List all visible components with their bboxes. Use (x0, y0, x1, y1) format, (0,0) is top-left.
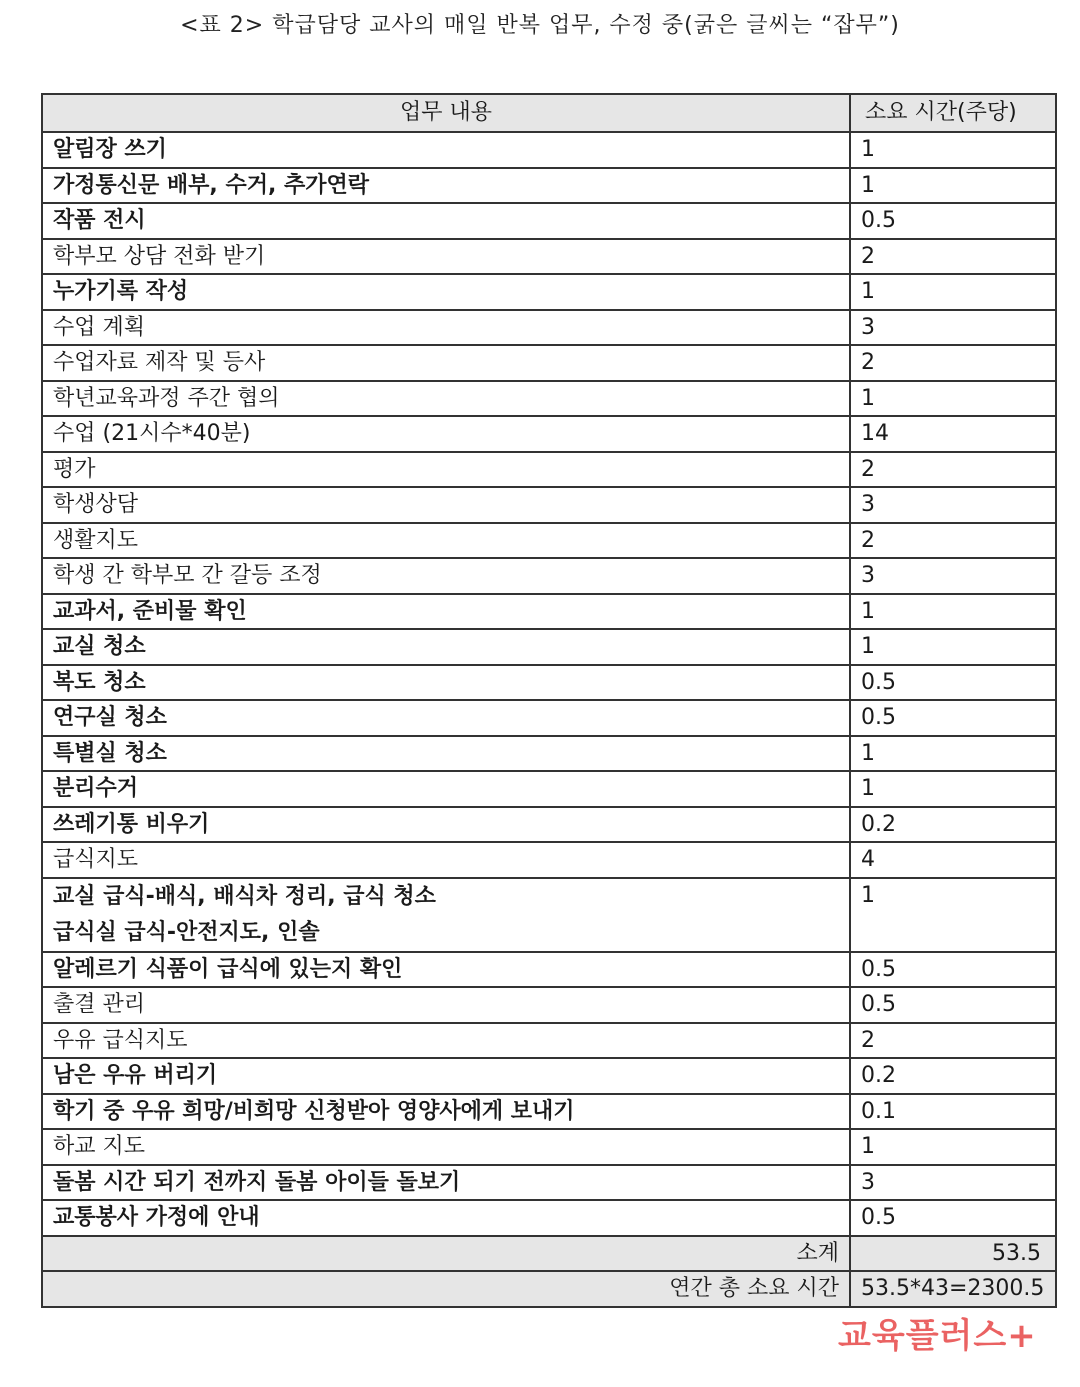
header-row (42, 94, 1056, 132)
task-cell: 학부모 상담 전화 받기 (42, 239, 850, 275)
task-cell: 복도 청소 (42, 665, 850, 701)
time-cell: 1 (850, 168, 1056, 204)
time-cell: 0.5 (850, 1200, 1056, 1236)
time-cell: 3 (850, 487, 1056, 523)
task-cell: 가정통신문 배부, 수거, 추가연락 (42, 168, 850, 204)
task-cell: 누가기록 작성 (42, 274, 850, 310)
subtotal-label: 소계 (42, 1236, 850, 1272)
task-cell: 급식지도 (42, 842, 850, 878)
time-cell: 0.5 (850, 700, 1056, 736)
time-cell: 2 (850, 452, 1056, 488)
time-cell: 1 (850, 771, 1056, 807)
task-cell: 학기 중 우유 희망/비희망 신청받아 영양사에게 보내기 (42, 1094, 850, 1130)
time-cell: 1 (850, 878, 1056, 952)
subtotal-value: 53.5 (850, 1236, 1056, 1272)
task-cell: 하교 지도 (42, 1129, 850, 1165)
task-cell: 작품 전시 (42, 203, 850, 239)
time-cell: 2 (850, 239, 1056, 275)
time-cell: 3 (850, 310, 1056, 346)
table-row (42, 558, 1056, 594)
table-row (42, 629, 1056, 665)
time-cell: 0.5 (850, 987, 1056, 1023)
task-line-1: 교실 급식-배식, 배식차 정리, 급식 청소 (53, 883, 436, 909)
table-row (42, 132, 1056, 168)
task-cell: 알레르기 식품이 급식에 있는지 확인 (42, 952, 850, 988)
time-cell: 0.5 (850, 665, 1056, 701)
task-cell: 특별실 청소 (42, 736, 850, 772)
header-time: 소요 시간(주당) (850, 94, 1056, 132)
annual-label: 연간 총 소요 시간 (42, 1271, 850, 1307)
table-caption: <표 2> 학급담당 교사의 매일 반복 업무, 수정 중(굵은 글씨는 “잡무”) (180, 13, 900, 38)
task-cell: 생활지도 (42, 523, 850, 559)
task-cell: 학생상담 (42, 487, 850, 523)
table-row (42, 842, 1056, 878)
table-row (42, 594, 1056, 630)
task-cell: 쓰레기통 비우기 (42, 807, 850, 843)
task-cell: 교과서, 준비물 확인 (42, 594, 850, 630)
time-cell: 2 (850, 1023, 1056, 1059)
time-cell: 14 (850, 416, 1056, 452)
task-cell: 남은 우유 버리기 (42, 1058, 850, 1094)
table-row (42, 274, 1056, 310)
task-table (41, 93, 1057, 1308)
time-cell: 0.1 (850, 1094, 1056, 1130)
time-cell: 1 (850, 274, 1056, 310)
time-cell: 3 (850, 1165, 1056, 1201)
time-cell: 0.2 (850, 1058, 1056, 1094)
time-cell: 1 (850, 381, 1056, 417)
time-cell: 1 (850, 629, 1056, 665)
time-cell: 4 (850, 842, 1056, 878)
table-row (42, 523, 1056, 559)
task-cell: 우유 급식지도 (42, 1023, 850, 1059)
table-row (42, 168, 1056, 204)
table-row (42, 487, 1056, 523)
task-cell: 돌봄 시간 되기 전까지 돌봄 아이들 돌보기 (42, 1165, 850, 1201)
task-cell: 분리수거 (42, 771, 850, 807)
table-row (42, 1094, 1056, 1130)
task-line-2: 급식실 급식-안전지도, 인솔 (53, 919, 320, 945)
time-cell: 0.2 (850, 807, 1056, 843)
task-body (42, 132, 1056, 1236)
table-row (42, 381, 1056, 417)
time-cell: 2 (850, 345, 1056, 381)
table-row (42, 1058, 1056, 1094)
table-row (42, 310, 1056, 346)
task-cell: 수업 계획 (42, 310, 850, 346)
time-cell: 0.5 (850, 203, 1056, 239)
annual-row (42, 1271, 1056, 1307)
task-cell: 교통봉사 가정에 안내 (42, 1200, 850, 1236)
table-row (42, 736, 1056, 772)
table-row (42, 1165, 1056, 1201)
task-cell: 연구실 청소 (42, 700, 850, 736)
table-row (42, 1023, 1056, 1059)
table-row (42, 987, 1056, 1023)
task-cell: 수업자료 제작 및 등사 (42, 345, 850, 381)
table-row (42, 771, 1056, 807)
task-cell: 학생 간 학부모 간 갈등 조정 (42, 558, 850, 594)
annual-value: 53.5*43=2300.5 (850, 1271, 1056, 1307)
time-cell: 1 (850, 594, 1056, 630)
task-cell (42, 878, 850, 952)
task-cell: 평가 (42, 452, 850, 488)
table-row (42, 952, 1056, 988)
table-row (42, 452, 1056, 488)
task-cell: 교실 청소 (42, 629, 850, 665)
table-row (42, 1200, 1056, 1236)
table-row (42, 1129, 1056, 1165)
time-cell: 0.5 (850, 952, 1056, 988)
subtotal-row (42, 1236, 1056, 1272)
time-cell: 2 (850, 523, 1056, 559)
time-cell: 1 (850, 1129, 1056, 1165)
task-cell: 학년교육과정 주간 협의 (42, 381, 850, 417)
task-cell: 알림장 쓰기 (42, 132, 850, 168)
table-row (42, 239, 1056, 275)
table-row (42, 665, 1056, 701)
watermark-logo: 교육플러스+ (838, 1316, 1037, 1356)
table-row (42, 203, 1056, 239)
table-row (42, 416, 1056, 452)
time-cell: 1 (850, 132, 1056, 168)
time-cell: 3 (850, 558, 1056, 594)
header-task: 업무 내용 (42, 94, 850, 132)
task-cell: 수업 (21시수*40분) (42, 416, 850, 452)
time-cell: 1 (850, 736, 1056, 772)
table-row (42, 878, 1056, 952)
task-cell: 출결 관리 (42, 987, 850, 1023)
table-row (42, 700, 1056, 736)
table-row (42, 345, 1056, 381)
table-row (42, 807, 1056, 843)
